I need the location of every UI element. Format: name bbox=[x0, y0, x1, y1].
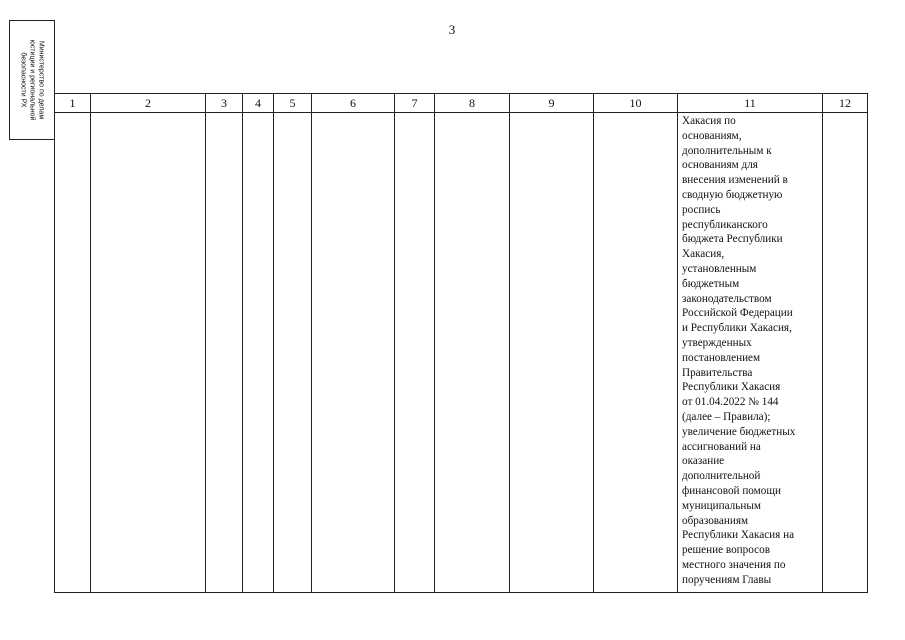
column-header-6: 6 bbox=[312, 94, 395, 113]
column-11-line: образованиям bbox=[682, 514, 749, 527]
table-cell bbox=[206, 113, 243, 593]
column-header-4: 4 bbox=[243, 94, 274, 113]
column-11-line: Хакасия по bbox=[682, 115, 736, 127]
column-header-2: 2 bbox=[91, 94, 206, 113]
column-11-line: Хакасия, bbox=[682, 248, 725, 261]
column-11-line: поручениям Главы bbox=[682, 573, 772, 586]
table-row bbox=[55, 113, 868, 593]
stamp-line: Министерство по делам bbox=[37, 40, 45, 120]
column-11-line: республиканского bbox=[682, 218, 768, 231]
stamp-line: безопасности РХ bbox=[19, 52, 27, 108]
column-11-line: Республики Хакасия bbox=[682, 381, 781, 394]
column-header-9: 9 bbox=[510, 94, 594, 113]
column-11-line: постановлением bbox=[682, 351, 761, 364]
column-11-text bbox=[678, 113, 822, 592]
table-cell bbox=[594, 113, 678, 593]
column-header-5: 5 bbox=[274, 94, 312, 113]
table-cell bbox=[312, 113, 395, 593]
column-11-line: Правительства bbox=[682, 366, 753, 379]
table-cell bbox=[395, 113, 435, 593]
table-cell bbox=[274, 113, 312, 593]
column-11-line: утвержденных bbox=[682, 336, 752, 349]
column-11-line: основаниям для bbox=[682, 159, 758, 172]
column-11-line: (далее – Правила); bbox=[682, 410, 771, 423]
column-11-line: законодательством bbox=[682, 292, 772, 305]
page-number: 3 bbox=[448, 22, 456, 37]
table-cell-column-11 bbox=[678, 113, 823, 593]
column-11-line: и Республики Хакасия, bbox=[682, 322, 792, 335]
column-11-line: финансовой помощи bbox=[682, 484, 781, 497]
table-cell bbox=[510, 113, 594, 593]
column-11-line: Российской Федерации bbox=[682, 307, 793, 320]
table-cell bbox=[823, 113, 868, 593]
table-cell bbox=[435, 113, 510, 593]
column-header-8: 8 bbox=[435, 94, 510, 113]
column-11-line: роспись bbox=[682, 203, 721, 216]
column-header-11: 11 bbox=[678, 94, 823, 113]
table-cell bbox=[243, 113, 274, 593]
column-11-line: бюджета Республики bbox=[682, 233, 783, 246]
column-11-line: дополнительным к bbox=[682, 144, 772, 157]
column-11-line: установленным bbox=[682, 262, 757, 275]
column-11-line: Республики Хакасия на bbox=[682, 529, 795, 542]
column-11-line: основаниям, bbox=[682, 129, 742, 142]
column-11-line: сводную бюджетную bbox=[682, 188, 783, 201]
table-cell bbox=[91, 113, 206, 593]
data-table bbox=[54, 93, 868, 593]
column-header-10: 10 bbox=[594, 94, 678, 113]
column-header-3: 3 bbox=[206, 94, 243, 113]
column-header-1: 1 bbox=[55, 94, 91, 113]
column-11-line: дополнительной bbox=[682, 470, 761, 483]
registration-stamp bbox=[9, 20, 55, 140]
column-11-line: ассигнований на bbox=[682, 440, 761, 453]
column-11-line: бюджетным bbox=[682, 277, 740, 290]
column-11-line: местного значения по bbox=[682, 558, 786, 571]
column-header-7: 7 bbox=[395, 94, 435, 113]
column-11-line: увеличение бюджетных bbox=[682, 425, 796, 438]
table-cell bbox=[55, 113, 91, 593]
header-row bbox=[55, 94, 868, 113]
column-header-12: 12 bbox=[823, 94, 868, 113]
column-11-line: внесения изменений в bbox=[682, 174, 788, 187]
column-11-line: решение вопросов bbox=[682, 544, 770, 557]
stamp-text bbox=[19, 24, 46, 136]
column-11-line: оказание bbox=[682, 455, 725, 468]
column-11-line: муниципальным bbox=[682, 499, 761, 512]
column-11-line: от 01.04.2022 № 144 bbox=[682, 396, 779, 409]
stamp-line: юстиции и региональной bbox=[28, 39, 36, 121]
